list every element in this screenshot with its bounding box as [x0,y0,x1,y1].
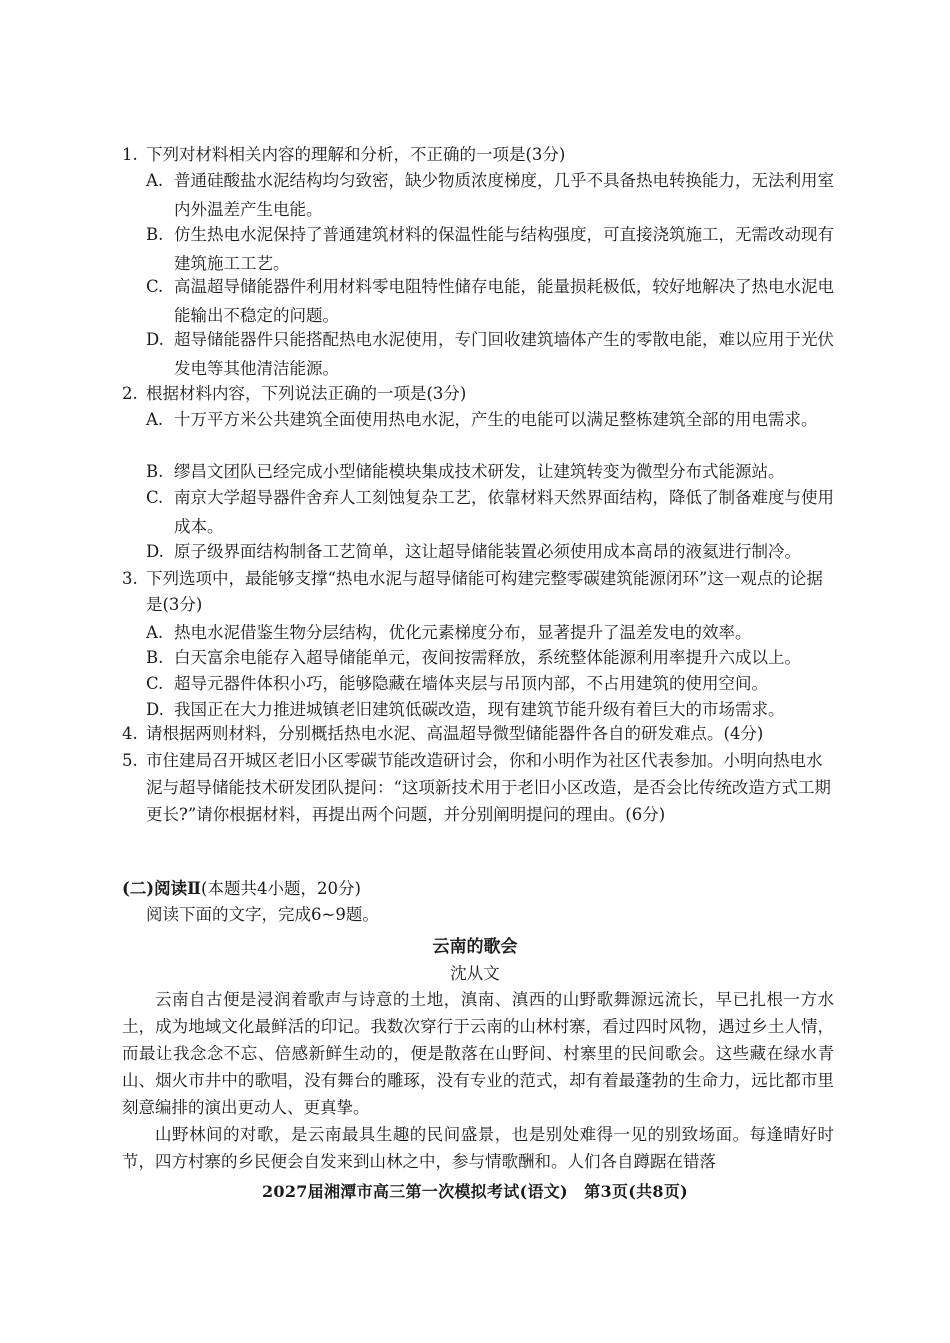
option-label: A. [146,623,164,642]
question-stem: 市住建局召开城区老旧小区零碳节能改造研讨会，你和小明作为社区代表参加。小明向热电水泥与超导储能技术研发团队提问：“这项新技术用于老旧小区改造，是否会比传统改造方式工期更长?”请你根据材料，再提出两个问题，并分别阐明提问的理由。(6分) [146,751,831,824]
q2-option-c [146,483,836,541]
section-info: (本题共4小题，20分) [201,879,361,898]
option-label: B. [146,225,164,244]
option-label: A. [146,171,164,190]
option-label: C. [146,488,164,507]
question-5 [122,747,837,828]
option-label: A. [146,410,164,429]
question-number: 5. [122,751,138,770]
option-label: D. [146,700,164,719]
section-heading [122,876,361,902]
question-stem: 下列选项中，最能够支撑“热电水泥与超导储能可构建完整零碳建筑能源闭环”这一观点的论据是(3分) [146,569,823,614]
question-number: 4. [122,724,138,743]
option-text: 普通硅酸盐水泥结构均匀致密，缺少物质浓度梯度，几乎不具备热电转换能力，无法利用室内外温差产生电能。 [174,171,834,219]
option-label: B. [146,648,164,667]
question-stem: 请根据两则材料，分别概括热电水泥、高温超导微型储能器件各自的研发难点。(4分) [146,724,764,743]
q2-option-b [146,457,836,486]
option-text: 原子级界面结构制备工艺简单，这让超导储能装置必须使用成本高昂的液氦进行制冷。 [174,542,801,561]
option-text: 超导储能器件只能搭配热电水泥使用，专门回收建筑墙体产生的零散电能，难以应用于光伏发电等其他清洁能源。 [174,330,834,378]
q3-option-d [146,695,836,724]
q1-option-a [146,166,836,224]
option-text: 热电水泥借鉴生物分层结构，优化元素梯度分布，显著提升了温差发电的效率。 [174,623,752,642]
question-4 [122,721,837,747]
passage-title: 云南的歌会 [432,937,518,957]
option-text: 白天富余电能存入超导储能单元，夜间按需释放，系统整体能源利用率提升六成以上。 [174,648,801,667]
option-label: C. [146,277,164,296]
option-label: D. [146,542,164,561]
option-text: 高温超导储能器件利用材料零电阻特性储存电能，能量损耗极低，较好地解决了热电水泥电能输出不稳定的问题。 [174,277,834,325]
section-instruction: 阅读下面的文字，完成6~9题。 [146,905,379,924]
option-text: 超导元器件体积小巧，能够隐藏在墙体夹层与吊顶内部，不占用建筑的使用空间。 [174,674,768,693]
passage-author: 沈从文 [450,964,500,983]
passage-body [122,986,834,1175]
question-2 [122,381,837,407]
option-label: B. [146,462,164,481]
question-number: 1. [122,145,138,164]
question-stem: 下列对材料相关内容的理解和分析，不正确的一项是(3分) [146,145,566,164]
option-text: 缪昌文团队已经完成小型储能模块集成技术研发，让建筑转变为微型分布式能源站。 [174,462,785,481]
passage-paragraph: 山野林间的对歌，是云南最具生趣的民间盛景，也是别处难得一见的别致场面。每逢晴好时节，四方村寨的乡民便会自发来到山林之中，参与情歌酬和。人们各自蹲踞在错落 [122,1125,834,1171]
passage-paragraph: 云南自古便是浸润着歌声与诗意的土地，滇南、滇西的山野歌舞源远流长，早已扎根一方水土，成为地域文化最鲜活的印记。我数次穿行于云南的山林村寨，看过四时风物，遇过乡土人情，而最让我念念不忘、倍感新鲜生动的，便是散落在山野间、村寨里的民间歌会。这些藏在绿水青山、烟火市井中的歌唱，没有舞台的雕琢，没有专业的范式，却有着最蓬勃的生命力，远比都市里刻意编排的演出更动人、更真挚。 [122,990,834,1117]
question-number: 3. [122,569,138,588]
question-stem: 根据材料内容，下列说法正确的一项是(3分) [146,384,467,403]
question-1 [122,142,837,168]
q3-option-c [146,669,836,698]
option-text: 我国正在大力推进城镇老旧建筑低碳改造，现有建筑节能升级有着巨大的市场需求。 [174,700,785,719]
option-label: D. [146,330,164,349]
page-footer: 2027届湘潭市高三第一次模拟考试(语文) 第3页(共8页) [261,1182,689,1201]
option-text: 仿生热电水泥保持了普通建筑材料的保温性能与结构强度，可直接浇筑施工，无需改动现有建筑施工工艺。 [174,225,834,273]
q2-option-d [146,537,836,566]
option-text: 南京大学超导器件舍弃人工刻蚀复杂工艺，依靠材料天然界面结构，降低了制备难度与使用成本。 [174,488,834,536]
question-number: 2. [122,384,138,403]
option-label: C. [146,674,164,693]
q3-option-b [146,643,836,672]
q1-option-d [146,325,836,383]
question-3 [122,566,837,618]
q1-option-b [146,220,836,278]
q2-option-a [146,405,836,434]
section-title: (二)阅读Ⅱ [122,879,202,898]
option-text: 十万平方米公共建筑全面使用热电水泥，产生的电能可以满足整栋建筑全部的用电需求。 [174,410,818,429]
q1-option-c [146,272,836,330]
